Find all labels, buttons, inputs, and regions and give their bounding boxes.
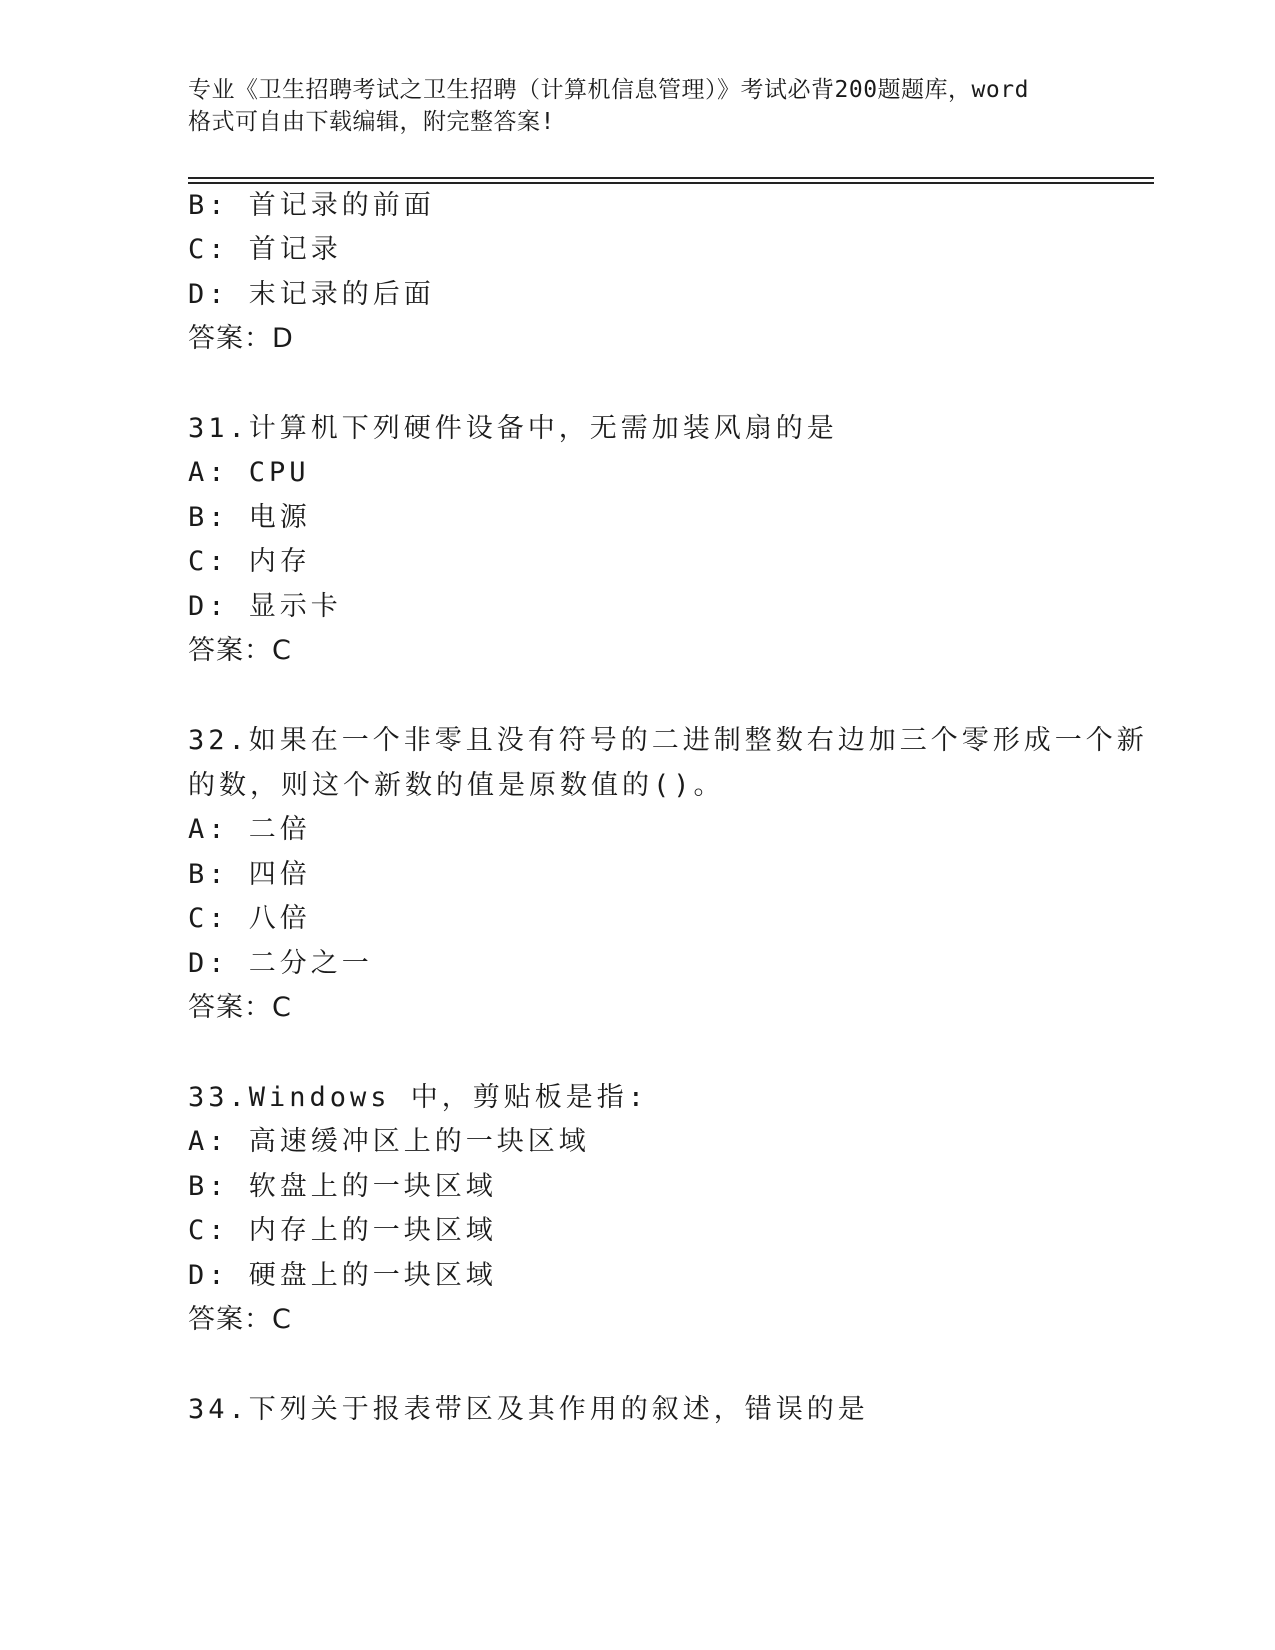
q30-option-c: C: 首记录 bbox=[188, 234, 342, 265]
q31-option-c: C: 内存 bbox=[188, 546, 311, 577]
q33-option-c: C: 内存上的一块区域 bbox=[188, 1215, 497, 1246]
q32-option-d: D: 二分之一 bbox=[188, 948, 373, 979]
document-header bbox=[188, 74, 1088, 138]
q30-option-b: B: 首记录的前面 bbox=[188, 190, 435, 221]
header-divider-top bbox=[188, 177, 1154, 179]
q32-answer: 答案：C bbox=[188, 992, 292, 1023]
q31-option-a: A: CPU bbox=[188, 457, 310, 488]
header-line-2: 格式可自由下载编辑，附完整答案! bbox=[188, 109, 555, 135]
q34-question: 34.下列关于报表带区及其作用的叙述，错误的是 bbox=[188, 1394, 869, 1425]
header-line-1: 专业《卫生招聘考试之卫生招聘（计算机信息管理）》考试必背200题题库，word bbox=[188, 77, 1029, 103]
q33-option-b: B: 软盘上的一块区域 bbox=[188, 1171, 497, 1202]
q33-question: 33.Windows 中，剪贴板是指: bbox=[188, 1082, 649, 1113]
q33-answer: 答案：C bbox=[188, 1304, 292, 1335]
q30-option-d: D: 末记录的后面 bbox=[188, 279, 435, 310]
q30-answer: 答案：D bbox=[188, 323, 294, 354]
q33-option-a: A: 高速缓冲区上的一块区域 bbox=[188, 1126, 590, 1157]
q32-question-line-1: 32.如果在一个非零且没有符号的二进制整数右边加三个零形成一个新 bbox=[188, 725, 1148, 756]
q32-question-line-2: 的数，则这个新数的值是原数值的()。 bbox=[188, 770, 725, 801]
q31-question: 31.计算机下列硬件设备中，无需加装风扇的是 bbox=[188, 413, 838, 444]
header-divider-bottom bbox=[188, 182, 1154, 184]
q31-option-d: D: 显示卡 bbox=[188, 591, 342, 622]
q31-option-b: B: 电源 bbox=[188, 502, 311, 533]
q32-option-a: A: 二倍 bbox=[188, 814, 311, 845]
q33-option-d: D: 硬盘上的一块区域 bbox=[188, 1260, 497, 1291]
q31-answer: 答案：C bbox=[188, 635, 292, 666]
q32-option-c: C: 八倍 bbox=[188, 903, 311, 934]
q32-option-b: B: 四倍 bbox=[188, 859, 311, 890]
